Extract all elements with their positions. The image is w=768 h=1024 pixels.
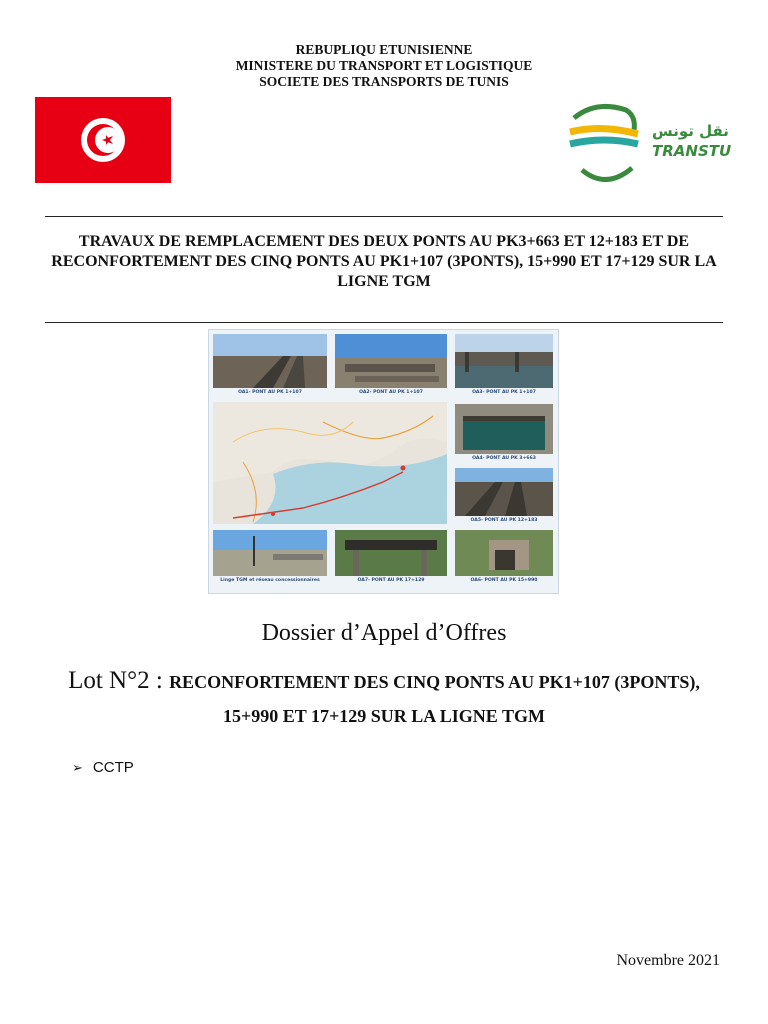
tunisia-flag-icon xyxy=(35,97,171,183)
cctp-label: CCTP xyxy=(92,759,134,776)
caption-oa6: OA6- PONT AU PK 15+990 xyxy=(470,578,538,583)
lot-heading xyxy=(40,665,728,734)
caption-oa3: OA3- PONT AU PK 1+107 xyxy=(472,390,536,395)
caption-oa4: OA4- PONT AU PK 3+663 xyxy=(472,456,536,461)
institution-header xyxy=(0,42,768,90)
caption-oa2: OA2- PONT AU PK 1+107 xyxy=(359,390,423,395)
project-title: TRAVAUX DE REMPLACEMENT DES DEUX PONTS AU PK3+663 ET 12+183 ET DE RECONFORTEMENT DES CINQ PONTS AU PK1+107 (3PONTS), 15+990 ET 17+129 SUR LA LIGNE TGM xyxy=(51,233,717,290)
tgm-line-map xyxy=(213,402,447,524)
logo-latin-text: TRANSTU xyxy=(652,142,732,160)
logo-arabic-text: نقل تونس xyxy=(652,122,729,140)
bridge-photo-oa7 xyxy=(335,530,447,576)
transtu-emblem-icon xyxy=(566,96,646,192)
lot-description: RECONFORTEMENT DES CINQ PONTS AU PK1+107 (3PONTS), 15+990 ET 17+129 SUR LA LIGNE TGM xyxy=(169,672,700,726)
transtu-logo xyxy=(566,96,738,192)
header-ministry: MINISTERE DU TRANSPORT ET LOGISTIQUE xyxy=(235,58,533,73)
arrow-bullet-icon: ➢ xyxy=(72,760,83,775)
document-type-heading: Dossier d’Appel d’Offres xyxy=(261,620,507,646)
header-company: SOCIETE DES TRANSPORTS DE TUNIS xyxy=(259,74,509,89)
header-republic: REBUPLIQU ETUNISIENNE xyxy=(295,42,473,57)
caption-oa7: OA7- PONT AU PK 17+129 xyxy=(357,578,425,583)
bridge-photo-oa6 xyxy=(455,530,553,576)
project-photo-montage xyxy=(208,329,559,594)
caption-oa1: OA1- PONT AU PK 1+107 xyxy=(238,390,302,395)
bridge-photo-oa3 xyxy=(455,334,553,388)
tgm-line-photo xyxy=(213,530,327,576)
bridge-photo-oa4 xyxy=(455,404,553,454)
bridge-photo-oa2 xyxy=(335,334,447,388)
lot-number: Lot N°2 : xyxy=(68,667,170,694)
cctp-bullet xyxy=(72,759,134,776)
caption-oa5: OA5- PONT AU PK 12+183 xyxy=(470,518,538,523)
document-date: Novembre 2021 xyxy=(616,952,720,969)
caption-tgm: Linge TGM et réseau concessionnaires xyxy=(220,578,320,583)
bridge-photo-oa5 xyxy=(455,468,553,516)
top-divider xyxy=(45,216,723,217)
bottom-divider xyxy=(45,322,723,323)
bridge-photo-oa1 xyxy=(213,334,327,388)
